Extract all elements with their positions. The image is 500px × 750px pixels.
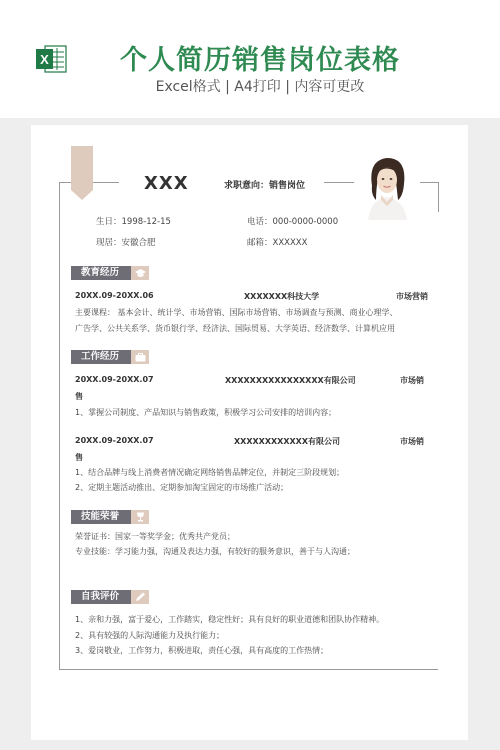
- frame-line-top: [324, 182, 354, 183]
- graduation-cap-icon: [131, 266, 149, 280]
- candidate-name: XXX: [144, 173, 189, 194]
- section-title: 工作经历: [71, 350, 131, 364]
- education-school: XXXXXXX科技大学: [244, 292, 320, 301]
- job-duty: 2、定期主题活动推出、定期参加淘宝固定的市场推广活动；: [75, 483, 289, 492]
- frame-line-right: [438, 182, 439, 212]
- section-header-self: [71, 590, 149, 604]
- bookmark-ribbon-icon: [71, 146, 93, 200]
- page-title: 个人简历销售岗位表格: [120, 45, 400, 76]
- self-line: 3、爱岗敬业，工作努力，积极进取，责任心强，具有高度的工作热情；: [75, 646, 329, 655]
- job-duty: 1、掌握公司制度、产品知识与销售政策，积极学习公司安排的培训内容；: [75, 408, 337, 417]
- education-period: 20XX.09-20XX.06: [75, 291, 154, 300]
- section-title: 教育经历: [71, 266, 131, 280]
- self-line: 2、具有较强的人际沟通能力及执行能力；: [75, 631, 225, 640]
- briefcase-icon: [131, 350, 149, 364]
- job-period: 20XX.09-20XX.07: [75, 436, 154, 445]
- section-title: 技能荣誉: [71, 510, 131, 524]
- info-birthday: 生日：1998-12-15: [96, 217, 171, 227]
- job-intent: 求职意向：销售岗位: [224, 181, 306, 191]
- info-phone: 电话：000-0000-0000: [247, 217, 339, 227]
- job-company: XXXXXXXXXXXX有限公司: [234, 437, 341, 446]
- section-header-education: [71, 266, 149, 280]
- education-major: 市场营销: [396, 292, 428, 301]
- skills-line: 荣誉证书：国家一等奖学金；优秀共产党员；: [75, 532, 235, 541]
- job-role-wrap: 售: [75, 392, 83, 401]
- info-email: 邮箱：XXXXXX: [247, 238, 308, 248]
- header-banner: [0, 0, 500, 118]
- resume-page: [31, 125, 468, 740]
- education-courses-line: 主要课程： 基本会计、统计学、市场营销、国际市场营销、市场调查与预测、商业心理学、: [75, 308, 398, 317]
- skills-line: 专业技能：学习能力强，沟通及表达力强，有较好的服务意识，善于与人沟通；: [75, 547, 355, 556]
- excel-letter: X: [40, 52, 49, 67]
- frame-line-bottom: [59, 669, 438, 670]
- self-line: 1、亲和力强，富于爱心，工作踏实，稳定性好；具有良好的职业道德和团队协作精神。: [75, 615, 385, 624]
- pen-icon: [131, 590, 149, 604]
- job-company: XXXXXXXXXXXXXXXX有限公司: [225, 376, 356, 385]
- job-role: 市场销: [400, 437, 424, 446]
- job-role-wrap: 售: [75, 453, 83, 462]
- job-role: 市场销: [400, 376, 424, 385]
- info-residence: 现居：安徽合肥: [96, 238, 156, 248]
- frame-line-top: [419, 182, 439, 183]
- education-courses-line: 广告学、公共关系学、货币银行学、经济法、国际贸易、大学英语、经济数学、计算机应用: [75, 324, 395, 333]
- trophy-icon: [131, 510, 149, 524]
- section-title: 自我评价: [71, 590, 131, 604]
- job-period: 20XX.09-20XX.07: [75, 375, 154, 384]
- portrait-photo: [354, 150, 420, 220]
- frame-line-left: [59, 182, 60, 669]
- page-subtitle: Excel格式 | A4打印 | 内容可更改: [155, 79, 365, 95]
- section-header-skills: [71, 510, 149, 524]
- section-header-work: [71, 350, 149, 364]
- job-duty: 1、结合品牌与线上消费者情况确定网络销售品牌定位，并制定三阶段规划；: [75, 468, 345, 477]
